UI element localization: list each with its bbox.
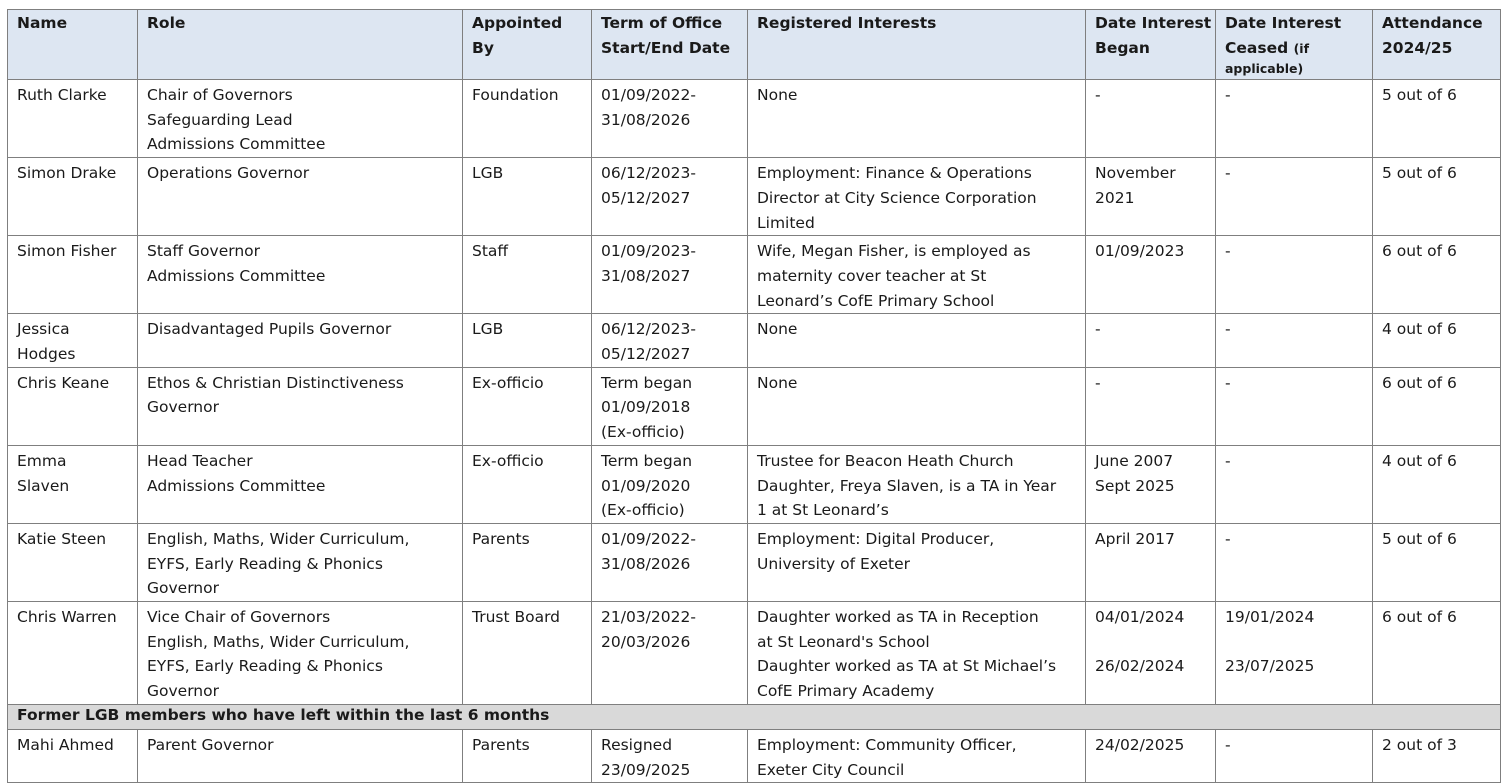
cell-line: Admissions Committee: [147, 476, 326, 495]
header-row: [8, 10, 1501, 80]
cell-term: [592, 729, 748, 782]
cell-line: 5 out of 6: [1382, 529, 1457, 548]
cell-line: 21/03/2022-: [601, 608, 696, 627]
cell-line: Attendance: [1382, 14, 1483, 32]
cell-line: EYFS, Early Reading & Phonics: [147, 657, 383, 676]
cell-line: Daughter worked as TA at St Michael’s: [757, 657, 1057, 676]
cell-line: -: [1095, 86, 1101, 104]
cell-line: Chris Warren: [17, 608, 117, 627]
cell-role: [138, 602, 463, 705]
cell-name: [8, 602, 138, 705]
cell-line: 23/07/2025: [1225, 657, 1315, 676]
cell-line: Chair of Governors: [147, 86, 293, 104]
cell-line: 05/12/2027: [601, 345, 691, 364]
cell-line: 31/08/2027: [601, 266, 691, 285]
cell-line: Operations Governor: [147, 164, 310, 183]
header-attendance: [1373, 10, 1501, 80]
cell-line: Disadvantaged Pupils Governor: [147, 320, 392, 339]
cell-line: 4 out of 6: [1382, 451, 1457, 470]
governor-row: [8, 445, 1501, 523]
cell-interests: [748, 445, 1086, 523]
cell-line: Admissions Committee: [147, 266, 326, 285]
cell-appointed: [463, 80, 592, 158]
cell-name: [8, 523, 138, 601]
governor-row: [8, 158, 1501, 236]
cell-attendance: [1373, 80, 1501, 158]
cell-interests: [748, 314, 1086, 367]
cell-interests: [748, 729, 1086, 782]
cell-line: Leonard’s CofE Primary School: [757, 291, 995, 310]
cell-attendance: [1373, 445, 1501, 523]
cell-line: Chris Keane: [17, 373, 110, 392]
cell-line: November: [1095, 164, 1176, 183]
cell-line: None: [757, 320, 798, 339]
cell-role: [138, 367, 463, 445]
cell-began: [1086, 445, 1216, 523]
cell-name: [8, 80, 138, 158]
cell-began: [1086, 367, 1216, 445]
cell-role: [138, 729, 463, 782]
governor-row: [8, 602, 1501, 705]
cell-line: Safeguarding Lead: [147, 110, 293, 129]
cell-line: Vice Chair of Governors: [147, 608, 331, 627]
cell-line: 2021: [1095, 188, 1135, 207]
governor-row: [8, 236, 1501, 314]
cell-term: [592, 80, 748, 158]
cell-line: 01/09/2023: [1095, 242, 1185, 261]
cell-line: Ex-officio: [472, 451, 544, 470]
governors-rows: [8, 80, 1501, 705]
cell-line: Ruth Clarke: [17, 86, 107, 104]
cell-interests: [748, 158, 1086, 236]
cell-line: 01/09/2022-: [601, 86, 696, 104]
cell-role: [138, 158, 463, 236]
cell-attendance: [1373, 367, 1501, 445]
cell-role: [138, 445, 463, 523]
cell-ceased: [1216, 523, 1373, 601]
cell-appointed: [463, 729, 592, 782]
cell-line: 2 out of 3: [1382, 735, 1457, 754]
cell-term: [592, 367, 748, 445]
cell-line: 06/12/2023-: [601, 320, 696, 339]
cell-line: 05/12/2027: [601, 188, 691, 207]
cell-role: [138, 523, 463, 601]
cell-ceased: [1216, 158, 1373, 236]
cell-appointed: [463, 236, 592, 314]
cell-began: [1086, 729, 1216, 782]
cell-line: Director at City Science Corporation: [757, 188, 1037, 207]
cell-line: Began: [1095, 38, 1150, 57]
cell-began: [1086, 80, 1216, 158]
cell-interests: [748, 80, 1086, 158]
cell-line: Simon Drake: [17, 164, 117, 183]
cell-line: Simon Fisher: [17, 242, 117, 261]
cell-line: 01/09/2018: [601, 398, 691, 417]
cell-line: -: [1225, 373, 1231, 392]
cell-ceased: [1216, 314, 1373, 367]
cell-term: [592, 158, 748, 236]
section-row: [8, 704, 1501, 729]
cell-line: Governor: [147, 682, 219, 701]
cell-line: 23/09/2025: [601, 760, 691, 779]
cell-line: [1225, 630, 1364, 655]
cell-line: Registered Interests: [757, 14, 937, 32]
cell-line: Parent Governor: [147, 735, 274, 754]
cell-line: Admissions Committee: [147, 135, 326, 154]
cell-line: Ethos & Christian Distinctiveness: [147, 373, 404, 392]
governor-row: [8, 523, 1501, 601]
header-ceased-note-1: (if: [1293, 40, 1310, 56]
cell-line: 5 out of 6: [1382, 86, 1457, 104]
governor-row: [8, 80, 1501, 158]
header-date-interest-began: [1086, 10, 1216, 80]
cell-began: [1086, 602, 1216, 705]
cell-line: April 2017: [1095, 529, 1175, 548]
former-governor-row: [8, 729, 1501, 782]
cell-term: [592, 314, 748, 367]
cell-line: 6 out of 6: [1382, 242, 1457, 261]
cell-line: Trust Board: [472, 608, 561, 627]
cell-attendance: [1373, 602, 1501, 705]
cell-line: -: [1225, 164, 1231, 183]
cell-line: -: [1225, 529, 1231, 548]
cell-line: 6 out of 6: [1382, 373, 1457, 392]
cell-appointed: [463, 445, 592, 523]
cell-line: By: [472, 38, 494, 57]
cell-name: [8, 445, 138, 523]
cell-line: LGB: [472, 320, 504, 339]
cell-line: Employment: Community Officer,: [757, 735, 1017, 754]
cell-line: Governor: [147, 579, 219, 598]
cell-name: [8, 729, 138, 782]
cell-line: at St Leonard's School: [757, 632, 930, 651]
cell-line: Term began: [601, 373, 693, 392]
cell-line: June 2007: [1095, 451, 1174, 470]
former-governors-rows: [8, 729, 1501, 782]
cell-line: Ex-officio: [472, 373, 544, 392]
cell-line: Start/End Date: [601, 38, 731, 57]
header-ceased-word: Ceased: [1225, 38, 1289, 57]
header-ceased-note-2: applicable): [1225, 61, 1304, 76]
cell-role: [138, 236, 463, 314]
cell-line: Trustee for Beacon Heath Church: [757, 451, 1014, 470]
cell-name: [8, 314, 138, 367]
governor-row: [8, 314, 1501, 367]
header-ceased-line1: Date Interest: [1225, 14, 1342, 32]
cell-line: -: [1225, 320, 1231, 339]
cell-line: Name: [17, 14, 68, 32]
cell-name: [8, 236, 138, 314]
header-date-interest-ceased: [1216, 10, 1373, 80]
cell-line: English, Maths, Wider Curriculum,: [147, 632, 410, 651]
cell-line: Appointed: [472, 14, 563, 32]
cell-line: 04/01/2024: [1095, 608, 1185, 627]
cell-line: EYFS, Early Reading & Phonics: [147, 554, 383, 573]
cell-line: 2024/25: [1382, 38, 1453, 57]
cell-interests: [748, 523, 1086, 601]
cell-ceased: [1216, 367, 1373, 445]
cell-line: Employment: Finance & Operations: [757, 164, 1032, 183]
cell-began: [1086, 158, 1216, 236]
cell-role: [138, 80, 463, 158]
cell-line: -: [1225, 451, 1231, 470]
cell-attendance: [1373, 236, 1501, 314]
cell-line: (Ex-officio): [601, 423, 685, 442]
cell-line: Date Interest: [1095, 14, 1212, 32]
cell-line: -: [1225, 86, 1231, 104]
header-appointed-by: [463, 10, 592, 80]
cell-line: Mahi Ahmed: [17, 735, 114, 754]
cell-line: Limited: [757, 213, 815, 232]
cell-line: Sept 2025: [1095, 476, 1175, 495]
cell-line: None: [757, 373, 798, 392]
cell-attendance: [1373, 729, 1501, 782]
cell-appointed: [463, 314, 592, 367]
header-term-of-office: [592, 10, 748, 80]
cell-line: 24/02/2025: [1095, 735, 1185, 754]
cell-term: [592, 445, 748, 523]
cell-line: 1 at St Leonard’s: [757, 501, 889, 520]
cell-line: 19/01/2024: [1225, 608, 1315, 627]
cell-line: 06/12/2023-: [601, 164, 696, 183]
cell-ceased: [1216, 236, 1373, 314]
cell-line: 31/08/2026: [601, 110, 691, 129]
cell-line: University of Exeter: [757, 554, 910, 573]
cell-line: Resigned: [601, 735, 673, 754]
cell-interests: [748, 367, 1086, 445]
cell-line: -: [1095, 373, 1101, 392]
cell-line: 01/09/2023-: [601, 242, 696, 261]
cell-line: Daughter, Freya Slaven, is a TA in Year: [757, 476, 1057, 495]
cell-appointed: [463, 523, 592, 601]
cell-began: [1086, 314, 1216, 367]
cell-line: maternity cover teacher at St: [757, 266, 987, 285]
cell-line: Katie Steen: [17, 529, 107, 548]
cell-line: 5 out of 6: [1382, 164, 1457, 183]
cell-interests: [748, 236, 1086, 314]
cell-line: 6 out of 6: [1382, 608, 1457, 627]
cell-ceased: [1216, 80, 1373, 158]
cell-line: Slaven: [17, 476, 70, 495]
header-registered-interests: [748, 10, 1086, 80]
cell-began: [1086, 236, 1216, 314]
cell-line: Term began: [601, 451, 693, 470]
header-role: [138, 10, 463, 80]
cell-role: [138, 314, 463, 367]
cell-line: 31/08/2026: [601, 554, 691, 573]
cell-appointed: [463, 158, 592, 236]
cell-line: (Ex-officio): [601, 501, 685, 520]
cell-name: [8, 158, 138, 236]
cell-line: CofE Primary Academy: [757, 682, 935, 701]
cell-line: [1095, 630, 1207, 655]
cell-line: Parents: [472, 735, 530, 754]
cell-line: Term of Office: [601, 14, 723, 32]
cell-line: Parents: [472, 529, 530, 548]
cell-line: Emma: [17, 451, 67, 470]
cell-line: Employment: Digital Producer,: [757, 529, 995, 548]
cell-line: Governor: [147, 398, 219, 417]
cell-ceased: [1216, 729, 1373, 782]
cell-line: 01/09/2020: [601, 476, 691, 495]
cell-line: Staff Governor: [147, 242, 261, 261]
cell-line: 20/03/2026: [601, 632, 691, 651]
cell-line: -: [1225, 735, 1231, 754]
cell-appointed: [463, 367, 592, 445]
cell-term: [592, 236, 748, 314]
governor-row: [8, 367, 1501, 445]
cell-line: 4 out of 6: [1382, 320, 1457, 339]
section-label: Former LGB members who have left within the last 6 months: [8, 704, 1501, 729]
cell-line: Foundation: [472, 86, 559, 104]
header-name: [8, 10, 138, 80]
cell-attendance: [1373, 523, 1501, 601]
cell-line: Jessica: [17, 320, 70, 339]
cell-line: -: [1225, 242, 1231, 261]
cell-term: [592, 523, 748, 601]
cell-ceased: [1216, 602, 1373, 705]
cell-line: Role: [147, 14, 186, 32]
cell-line: 01/09/2022-: [601, 529, 696, 548]
cell-line: None: [757, 86, 798, 104]
governors-table: [7, 9, 1501, 783]
cell-line: LGB: [472, 164, 504, 183]
cell-began: [1086, 523, 1216, 601]
cell-interests: [748, 602, 1086, 705]
cell-line: Wife, Megan Fisher, is employed as: [757, 242, 1031, 261]
cell-line: 26/02/2024: [1095, 657, 1185, 676]
cell-line: Head Teacher: [147, 451, 253, 470]
cell-line: English, Maths, Wider Curriculum,: [147, 529, 410, 548]
cell-line: -: [1095, 320, 1101, 339]
cell-term: [592, 602, 748, 705]
cell-line: Exeter City Council: [757, 760, 905, 779]
cell-appointed: [463, 602, 592, 705]
cell-name: [8, 367, 138, 445]
cell-ceased: [1216, 445, 1373, 523]
cell-line: Staff: [472, 242, 509, 261]
cell-line: Daughter worked as TA in Reception: [757, 608, 1039, 627]
cell-attendance: [1373, 158, 1501, 236]
cell-line: Hodges: [17, 345, 76, 364]
cell-attendance: [1373, 314, 1501, 367]
